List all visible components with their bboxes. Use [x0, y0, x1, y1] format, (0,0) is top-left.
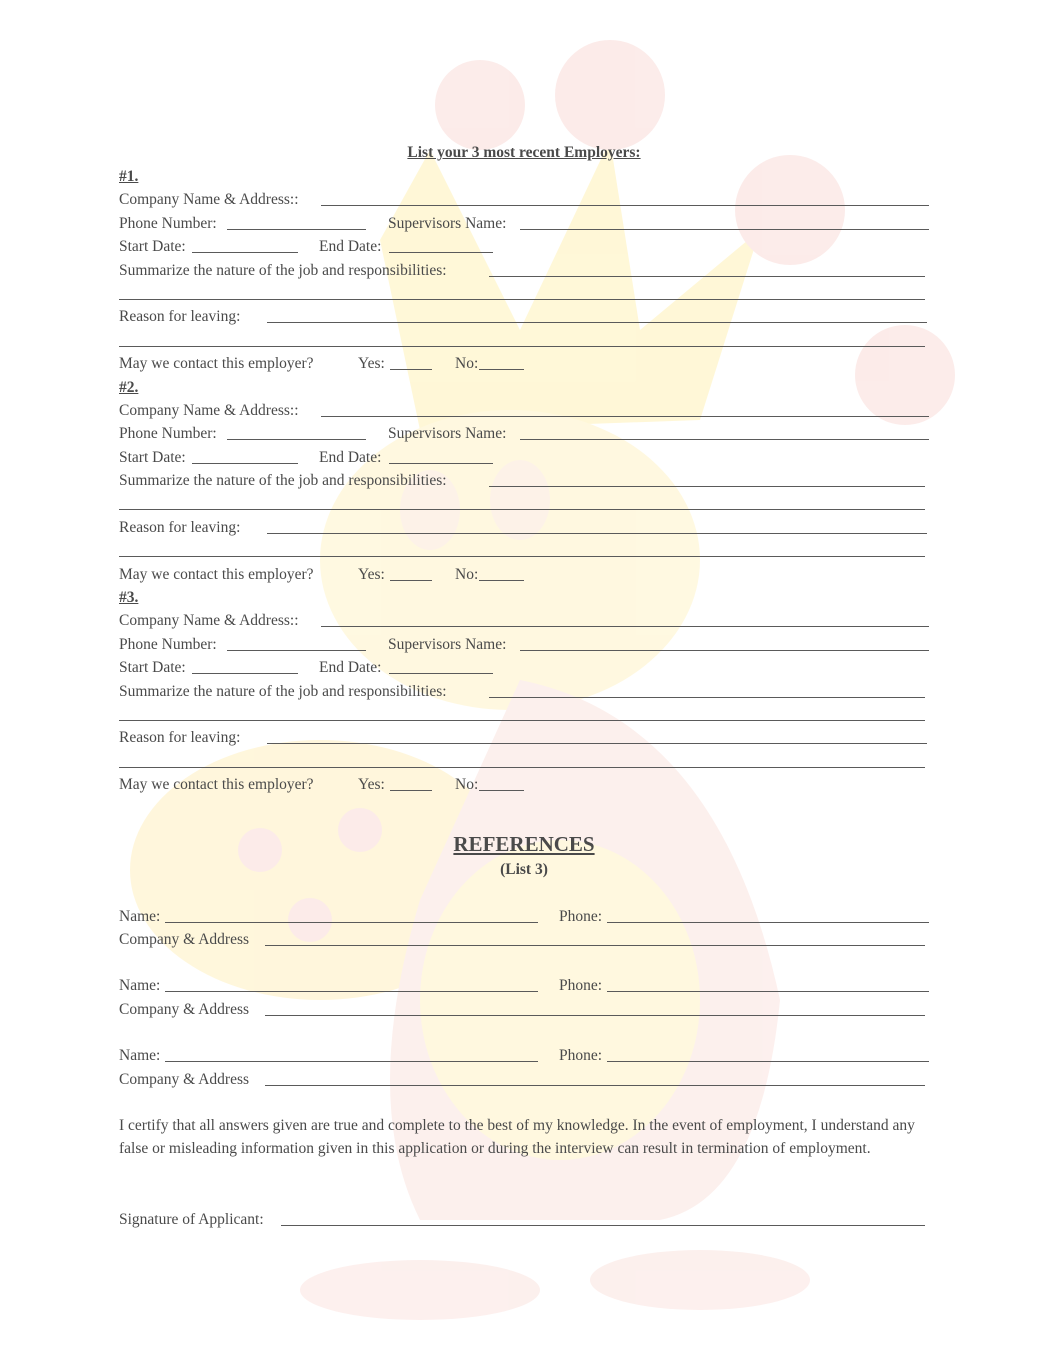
phone-field[interactable]: [227, 650, 366, 651]
contact-yes-field[interactable]: [390, 790, 432, 791]
reference-phone-field[interactable]: [607, 1061, 929, 1062]
reference-entry-3: [119, 1044, 929, 1091]
certification-text: I certify that all answers given are true and complete to the best of my knowledge. In the event of employment, I understand any false or misleading information given in this application or during the interview can result in termination of employment.: [119, 1116, 915, 1158]
employer-entry-2: [119, 376, 929, 587]
reference-name-label: Name:: [119, 907, 161, 925]
contact-label: May we contact this employer?: [119, 565, 314, 583]
yes-label: Yes:: [358, 776, 385, 794]
no-label: No:: [455, 776, 479, 794]
phone-field[interactable]: [227, 229, 366, 230]
phone-label: Phone Number:: [119, 214, 217, 232]
signature-field[interactable]: [281, 1225, 925, 1226]
phone-label: Phone Number:: [119, 635, 217, 653]
yes-label: Yes:: [358, 565, 385, 583]
employer-number: #1.: [119, 168, 139, 185]
reference-name-field[interactable]: [165, 922, 538, 923]
no-label: No:: [455, 355, 479, 373]
reference-entry-1: [119, 905, 929, 952]
contact-label: May we contact this employer?: [119, 776, 314, 794]
employer-number: #3.: [119, 589, 139, 607]
mascot-foot-right: [590, 1250, 810, 1310]
references-title: REFERENCES: [453, 831, 595, 856]
end-date-field[interactable]: [389, 252, 493, 253]
reason-label: Reason for leaving:: [119, 518, 241, 536]
signature-label: Signature of Applicant:: [119, 1210, 264, 1228]
reason-label: Reason for leaving:: [119, 308, 241, 326]
summary-field-line-2[interactable]: [119, 720, 925, 721]
reference-phone-label: Phone:: [559, 1047, 603, 1065]
company-label: Company Name & Address::: [119, 401, 299, 419]
reference-company-label: Company & Address: [119, 1070, 250, 1088]
reason-field[interactable]: [267, 743, 927, 744]
contact-yes-field[interactable]: [390, 369, 432, 370]
end-date-label: End Date:: [319, 238, 382, 256]
start-date-field[interactable]: [192, 673, 298, 674]
reference-phone-field[interactable]: [607, 922, 929, 923]
supervisor-field[interactable]: [520, 439, 929, 440]
start-date-label: Start Date:: [119, 448, 186, 466]
company-label: Company Name & Address::: [119, 191, 299, 209]
reason-field-line-2[interactable]: [119, 346, 925, 347]
reason-field-line-2[interactable]: [119, 767, 925, 768]
start-date-field[interactable]: [192, 252, 298, 253]
start-date-label: Start Date:: [119, 659, 186, 677]
summary-label: Summarize the nature of the job and responsibilities:: [119, 261, 447, 279]
phone-label: Phone Number:: [119, 425, 217, 443]
employers-title: List your 3 most recent Employers:: [407, 144, 641, 161]
contact-yes-field[interactable]: [390, 580, 432, 581]
reference-phone-label: Phone:: [559, 907, 603, 925]
reference-company-field[interactable]: [265, 1085, 925, 1086]
reference-name-label: Name:: [119, 1047, 161, 1065]
end-date-field[interactable]: [389, 463, 493, 464]
summary-label: Summarize the nature of the job and responsibilities:: [119, 682, 447, 700]
reference-name-field[interactable]: [165, 991, 538, 992]
reference-company-field[interactable]: [265, 945, 925, 946]
start-date-label: Start Date:: [119, 238, 186, 256]
signature-line: [119, 1208, 929, 1231]
end-date-field[interactable]: [389, 673, 493, 674]
company-field[interactable]: [321, 205, 929, 206]
employers-heading-line: [119, 141, 929, 165]
supervisor-field[interactable]: [520, 229, 929, 230]
employer-number: #2.: [119, 378, 139, 396]
reference-name-label: Name:: [119, 977, 161, 995]
phone-field[interactable]: [227, 439, 366, 440]
company-field[interactable]: [321, 626, 929, 627]
end-date-label: End Date:: [319, 448, 382, 466]
reference-company-label: Company & Address: [119, 1000, 250, 1018]
company-field[interactable]: [321, 416, 929, 417]
no-label: No:: [455, 565, 479, 583]
crown-ball-left: [435, 60, 525, 150]
references-section: [119, 829, 929, 1091]
contact-no-field[interactable]: [479, 580, 524, 581]
summary-label: Summarize the nature of the job and responsibilities:: [119, 472, 447, 490]
summary-field[interactable]: [489, 276, 925, 277]
reason-label: Reason for leaving:: [119, 729, 241, 747]
supervisor-field[interactable]: [520, 650, 929, 651]
reason-field[interactable]: [267, 322, 927, 323]
end-date-label: End Date:: [319, 659, 382, 677]
reason-field-line-2[interactable]: [119, 556, 925, 557]
mascot-foot-left: [300, 1260, 540, 1320]
company-label: Company Name & Address::: [119, 612, 299, 630]
employer-entry-3: [119, 586, 929, 797]
references-subtitle: (List 3): [500, 860, 548, 878]
summary-field[interactable]: [489, 486, 925, 487]
reference-company-label: Company & Address: [119, 930, 250, 948]
reference-phone-field[interactable]: [607, 991, 929, 992]
reason-field[interactable]: [267, 533, 927, 534]
reference-name-field[interactable]: [165, 1061, 538, 1062]
contact-no-field[interactable]: [479, 790, 524, 791]
crown-ball-top: [555, 40, 665, 150]
start-date-field[interactable]: [192, 463, 298, 464]
summary-field[interactable]: [489, 697, 925, 698]
supervisor-label: Supervisors Name:: [388, 425, 507, 443]
summary-field-line-2[interactable]: [119, 299, 925, 300]
contact-label: May we contact this employer?: [119, 355, 314, 373]
contact-no-field[interactable]: [479, 369, 524, 370]
supervisor-label: Supervisors Name:: [388, 214, 507, 232]
reference-entry-2: [119, 974, 929, 1021]
reference-phone-label: Phone:: [559, 977, 603, 995]
form-page: [119, 141, 929, 1231]
employer-entry-1: [119, 165, 929, 376]
summary-field-line-2[interactable]: [119, 509, 925, 510]
yes-label: Yes:: [358, 355, 385, 373]
supervisor-label: Supervisors Name:: [388, 635, 507, 653]
reference-company-field[interactable]: [265, 1015, 925, 1016]
